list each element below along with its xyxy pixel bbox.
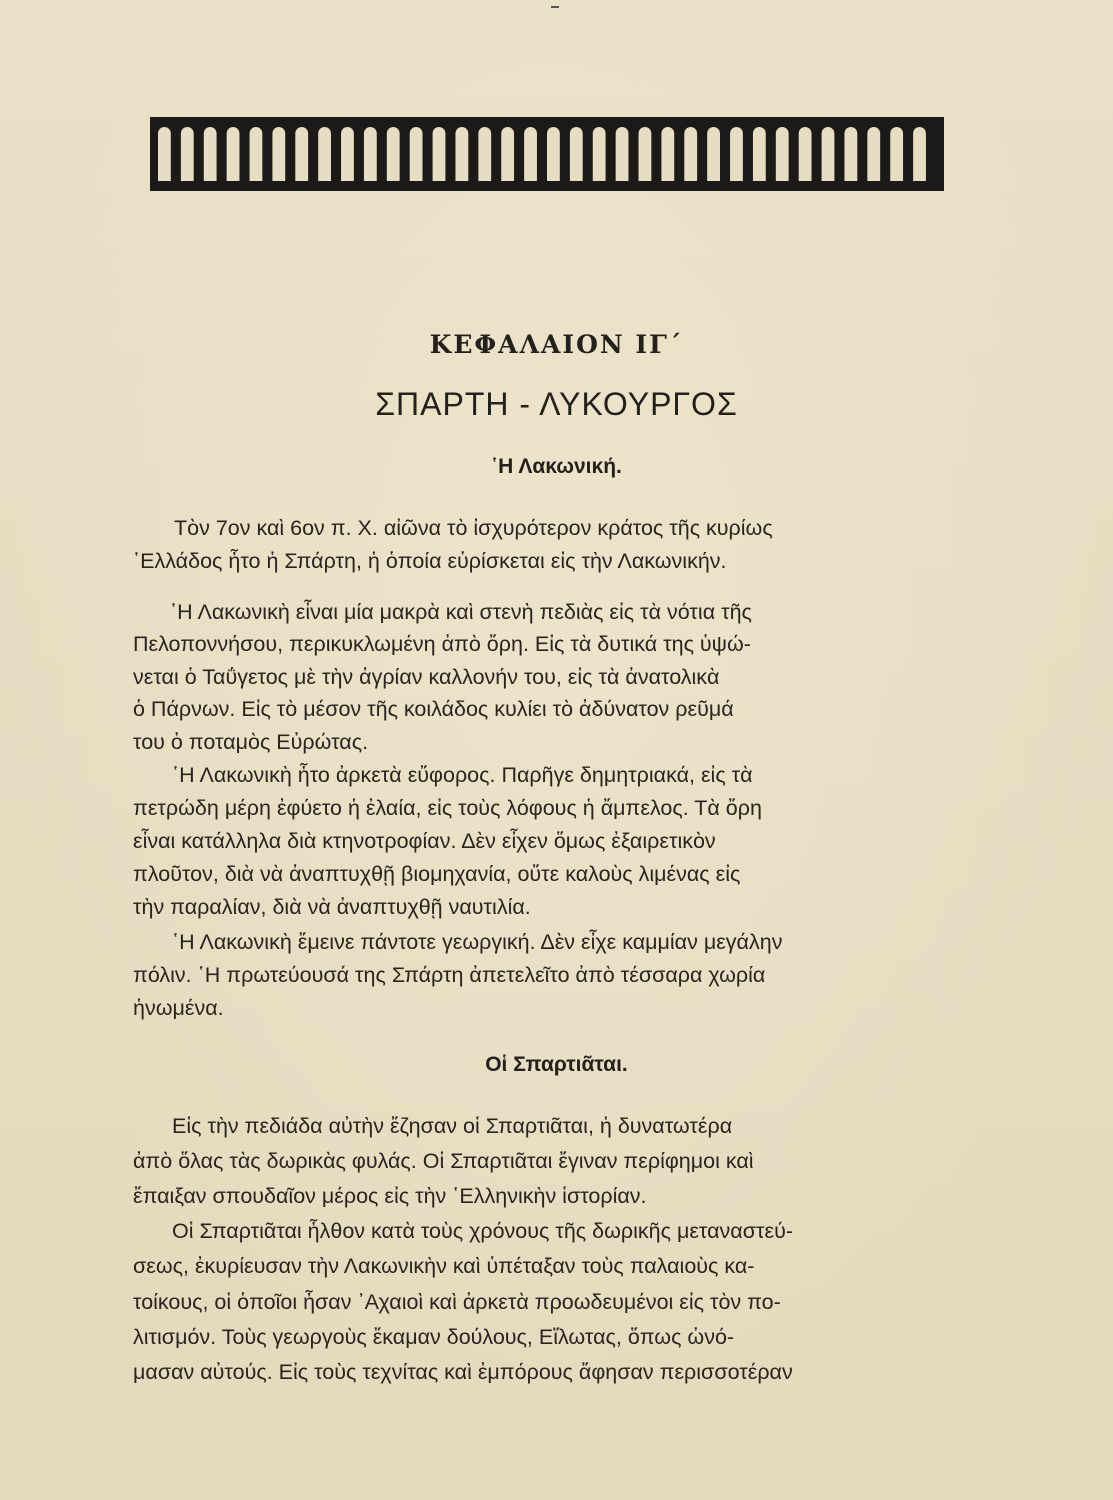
paragraph-line: του ὁ ποταμὸς Εὐρώτας. <box>133 730 369 754</box>
frieze-arch <box>661 127 674 181</box>
frieze-arch <box>707 127 720 181</box>
frieze-arch <box>639 127 652 181</box>
paragraph-line: ἀπὸ ὅλας τὰς δωρικὰς φυλάς. Οἱ Σπαρτιᾶται ἔγιναν περίφημοι καὶ <box>133 1149 754 1173</box>
paragraph-line: σεως, ἐκυρίευσαν τὴν Λακωνικὴν καὶ ὑπέταξαν τοὺς παλαιοὺς κα- <box>133 1254 755 1278</box>
frieze-arch <box>799 127 812 181</box>
frieze-arch <box>913 127 926 181</box>
paragraph-line: εἶναι κατάλληλα διὰ κτηνοτροφίαν. Δὲν εἶχεν ὅμως ἐξαιρετικὸν <box>133 829 716 853</box>
print-mark <box>551 6 559 8</box>
frieze-arch <box>844 127 857 181</box>
frieze-arch <box>250 127 263 181</box>
frieze-arch <box>867 127 880 181</box>
frieze-arch <box>318 127 331 181</box>
paragraph-line: πετρώδη μέρη ἐφύετο ἡ ἐλαία, εἰς τοὺς λόφους ἡ ἄμπελος. Τὰ ὄρη <box>133 796 762 820</box>
paragraph-line: ἔπαιξαν σπουδαῖον μέρος εἰς τὴν ῾Ελληνικὴν ἱστορίαν. <box>133 1184 647 1208</box>
paragraph-line: λιτισμόν. Τοὺς γεωργοὺς ἔκαμαν δούλους, Εἵλωτας, ὅπως ὠνό- <box>133 1325 735 1349</box>
frieze-arch <box>822 127 835 181</box>
frieze-arch <box>776 127 789 181</box>
frieze-arch <box>753 127 766 181</box>
frieze-arch <box>570 127 583 181</box>
frieze-arch <box>387 127 400 181</box>
paragraph-line: ῾Η Λακωνικὴ εἶναι μία μακρὰ καὶ στενὴ πεδιὰς εἰς τὰ νότια τῆς <box>170 600 752 624</box>
frieze-arch <box>364 127 377 181</box>
frieze-arch <box>478 127 491 181</box>
paragraph-line: ῾Ελλάδος ἦτο ἡ Σπάρτη, ἡ ὁποία εὑρίσκεται εἰς τὴν Λακωνικήν. <box>133 549 727 573</box>
frieze-arch <box>158 127 171 181</box>
paragraph-line: ὁ Πάρνων. Εἰς τὸ μέσον τῆς κοιλάδος κυλίει τὸ ἀδύνατον ρεῦμά <box>133 697 734 721</box>
section-title-spartiatai: Οἱ Σπαρτιᾶται. <box>485 1053 628 1076</box>
frieze-arch <box>272 127 285 181</box>
frieze-arch <box>181 127 194 181</box>
paragraph-line: Οἱ Σπαρτιᾶται ἦλθον κατὰ τοὺς χρόνους τῆς δωρικῆς μεταναστεύ- <box>172 1219 793 1243</box>
paragraph-line: νεται ὁ Ταΰγετος μὲ τὴν ἀγρίαν καλλονήν του, εἰς τὰ ἀνατολικὰ <box>133 665 720 689</box>
frieze-arch <box>204 127 217 181</box>
paragraph-line: ῾Η Λακωνικὴ ἦτο ἀρκετὰ εὔφορος. Παρῆγε δημητριακά, εἰς τὰ <box>172 763 753 787</box>
frieze-arch <box>410 127 423 181</box>
paragraph-line: ῾Η Λακωνικὴ ἔμεινε πάντοτε γεωργική. Δὲν εἶχε καμμίαν μεγάλην <box>172 930 783 954</box>
frieze-arch <box>295 127 308 181</box>
paragraph-line: Πελοποννήσου, περικυκλωμένη ἀπὸ ὄρη. Εἰς τὰ δυτικά της ὑψώ- <box>133 632 751 656</box>
decorative-frieze-colonnade <box>150 117 944 191</box>
frieze-arch <box>730 127 743 181</box>
frieze-arch <box>433 127 446 181</box>
paragraph-line: τὴν παραλίαν, διὰ νὰ ἀναπτυχθῇ ναυτιλία. <box>133 895 531 919</box>
frieze-arch <box>455 127 468 181</box>
chapter-heading: ΚΕΦΑΛΑΙΟΝ ΙΓ΄ <box>429 330 684 359</box>
frieze-arch <box>227 127 240 181</box>
paragraph-line: πλοῦτον, διὰ νὰ ἀναπτυχθῇ βιομηχανία, οὔτε καλοὺς λιμένας εἰς <box>133 862 741 886</box>
paragraph-line: ἡνωμένα. <box>133 996 224 1020</box>
frieze-arch <box>501 127 514 181</box>
frieze-arch <box>524 127 537 181</box>
frieze-arch <box>341 127 354 181</box>
frieze-arch <box>890 127 903 181</box>
frieze-arch <box>593 127 606 181</box>
frieze-arch <box>684 127 697 181</box>
paragraph-line: Εἰς τὴν πεδιάδα αὐτὴν ἔζησαν οἱ Σπαρτιᾶται, ἡ δυνατωτέρα <box>172 1114 733 1138</box>
paragraph-line: τοίκους, οἱ ὁποῖοι ἦσαν ᾿Αχαιοὶ καὶ ἀρκετὰ προωδευμένοι εἰς τὸν πο- <box>133 1290 781 1314</box>
paragraph-line: Τὸν 7ον καὶ 6ον π. Χ. αἰῶνα τὸ ἰσχυρότερον κράτος τῆς κυρίως <box>174 516 773 540</box>
chapter-title: ΣΠΑΡΤΗ - ΛΥΚΟΥΡΓΟΣ <box>375 386 738 422</box>
frieze-arch <box>616 127 629 181</box>
section-title-lakoniki: ῾Η Λακωνική. <box>491 455 622 478</box>
frieze-arch <box>547 127 560 181</box>
paragraph-line: πόλιν. ῾Η πρωτεύουσά της Σπάρτη ἀπετελεῖτο ἀπὸ τέσσαρα χωρία <box>133 963 766 987</box>
paragraph-line: μασαν αὐτούς. Εἰς τοὺς τεχνίτας καὶ ἐμπόρους ἄφησαν περισσοτέραν <box>133 1360 793 1384</box>
